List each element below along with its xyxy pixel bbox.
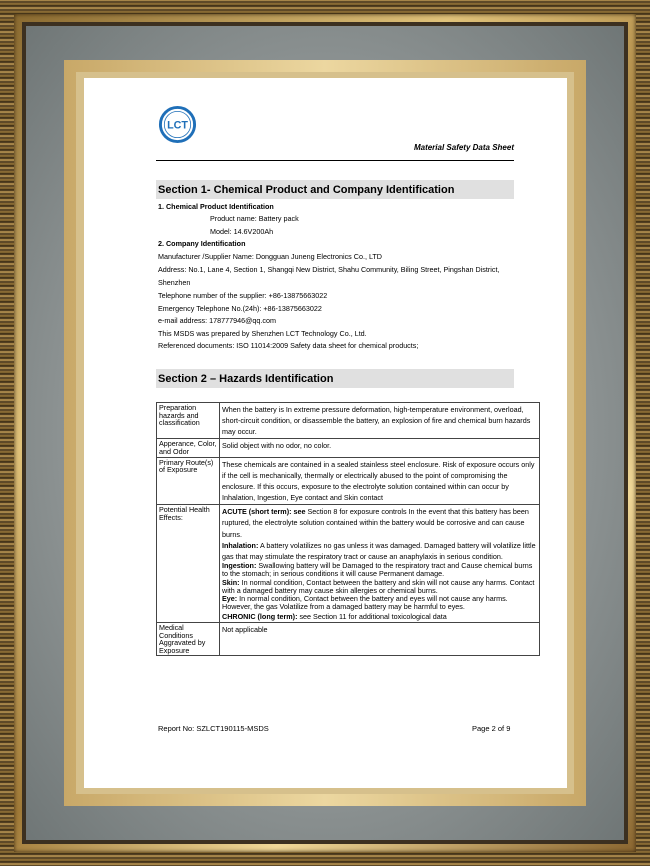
- inhalation-paragraph: [222, 540, 537, 562]
- sub-company-id: 2. Company Identification: [158, 239, 246, 248]
- lct-logo: [158, 105, 197, 144]
- row-label: Apperance, Color, and Odor: [157, 439, 220, 457]
- row-text: These chemicals are contained in a sealed stainless steel enclosure. Risk of exposure occurs only if the cell is mechanically, thermally or electrically abused to the point of compromising the enclosure. If this occurs, exposure to the electrolyte solution contained within can occur by Inhalation, Ingestion, Eye contact and Skin contact: [220, 457, 540, 505]
- eye-paragraph: [222, 595, 537, 612]
- row-label: Medical Conditions Aggravated by Exposure: [157, 623, 220, 656]
- inhalation-text: A battery volatilizes no gas unless it was damaged. Damaged battery will volatilize little gas that may stimulate the respiratory tract or cause an anaphylaxis in serious condition.: [222, 540, 536, 561]
- eye-label: Eye:: [222, 594, 238, 604]
- row-label: Primary Route(s) of Exposure: [157, 457, 220, 505]
- table-row: [157, 505, 540, 623]
- section1-title: Section 1- Chemical Product and Company Identification: [158, 184, 455, 196]
- row-label: Preparation hazards and classification: [157, 403, 220, 439]
- referenced-docs: Referenced documents: ISO 11014:2009 Safety data sheet for chemical products;: [158, 341, 419, 350]
- address-line2: Shenzhen: [158, 278, 191, 287]
- address-line1: Address: No.1, Lane 4, Section 1, Shangqi New District, Shahu Community, Biling Street, Pingshan District,: [158, 265, 500, 274]
- page-number: Page 2 of 9: [472, 724, 511, 733]
- emergency-telephone: Emergency Telephone No.(24h): +86-13875663022: [158, 304, 322, 313]
- health-effects-cell: [220, 505, 540, 623]
- skin-text: In normal condition, Contact between the battery and skin will not cause any harms. Contact with a damaged battery may cause skin allergies or chemical burns.: [222, 577, 535, 595]
- chronic-label: CHRONIC (long term):: [222, 611, 298, 621]
- row-text: Solid object with no odor, no color.: [220, 439, 540, 457]
- ingestion-label: Ingestion:: [222, 561, 257, 570]
- row-label: Potential Health Effects:: [157, 505, 220, 623]
- acute-label: ACUTE (short term): see: [222, 507, 306, 517]
- logo-text: LCT: [167, 119, 188, 132]
- skin-paragraph: [222, 579, 537, 596]
- manufacturer: Manufacturer /Supplier Name: Dongguan Juneng Electronics Co., LTD: [158, 252, 382, 261]
- table-row: [157, 623, 540, 656]
- row-text: When the battery is In extreme pressure deformation, high-temperature environment, overload, short-circuit condition, or disassemble the battery, an explosion of fire and chemical burn hazards may occur.: [220, 403, 540, 439]
- row-text: Not applicable: [220, 623, 540, 656]
- table-row: [157, 457, 540, 505]
- chronic-text: see Section 11 for additional toxicological data: [297, 611, 447, 621]
- document-title: Material Safety Data Sheet: [413, 143, 514, 152]
- header-rule: [156, 160, 514, 161]
- hazards-table: [156, 402, 540, 656]
- inhalation-label: Inhalation:: [222, 540, 259, 550]
- product-name: Product name: Battery pack: [210, 214, 299, 223]
- table-row: [157, 403, 540, 439]
- sub-chemical-id: 1. Chemical Product Identification: [158, 202, 274, 211]
- chronic-paragraph: [222, 612, 537, 621]
- ingestion-text: Swallowing battery will be Damaged to the respiratory tract and Cause chemical burns to the stomach; in serious conditions it will cause Permanent damage.: [222, 561, 533, 579]
- report-number: Report No: SZLCT190115-MSDS: [158, 724, 269, 733]
- section2-header: [156, 369, 514, 388]
- acute-paragraph: [222, 506, 537, 539]
- section1-header: [156, 180, 514, 199]
- table-row: [157, 439, 540, 457]
- prepared-by: This MSDS was prepared by Shenzhen LCT Technology Co., Ltd.: [158, 329, 367, 338]
- telephone: Telephone number of the supplier: +86-13875663022: [158, 291, 328, 300]
- model: Model: 14.6V200Ah: [210, 227, 274, 236]
- ingestion-paragraph: [222, 562, 537, 579]
- skin-label: Skin:: [222, 577, 240, 587]
- section2-title: Section 2 – Hazards Identification: [158, 373, 334, 385]
- email: e-mail address: 178777946@qq.com: [158, 316, 276, 325]
- eye-text: In normal condition, Contact between the battery and eyes will not cause any harms. However, the gas Volatilize from a damaged battery may be harmful to eyes.: [222, 594, 508, 612]
- acute-text: Section 8 for exposure controls In the event that this battery has been ruptured, the electrolyte solution contained within the battery would be corrosive and can cause burns.: [222, 507, 529, 539]
